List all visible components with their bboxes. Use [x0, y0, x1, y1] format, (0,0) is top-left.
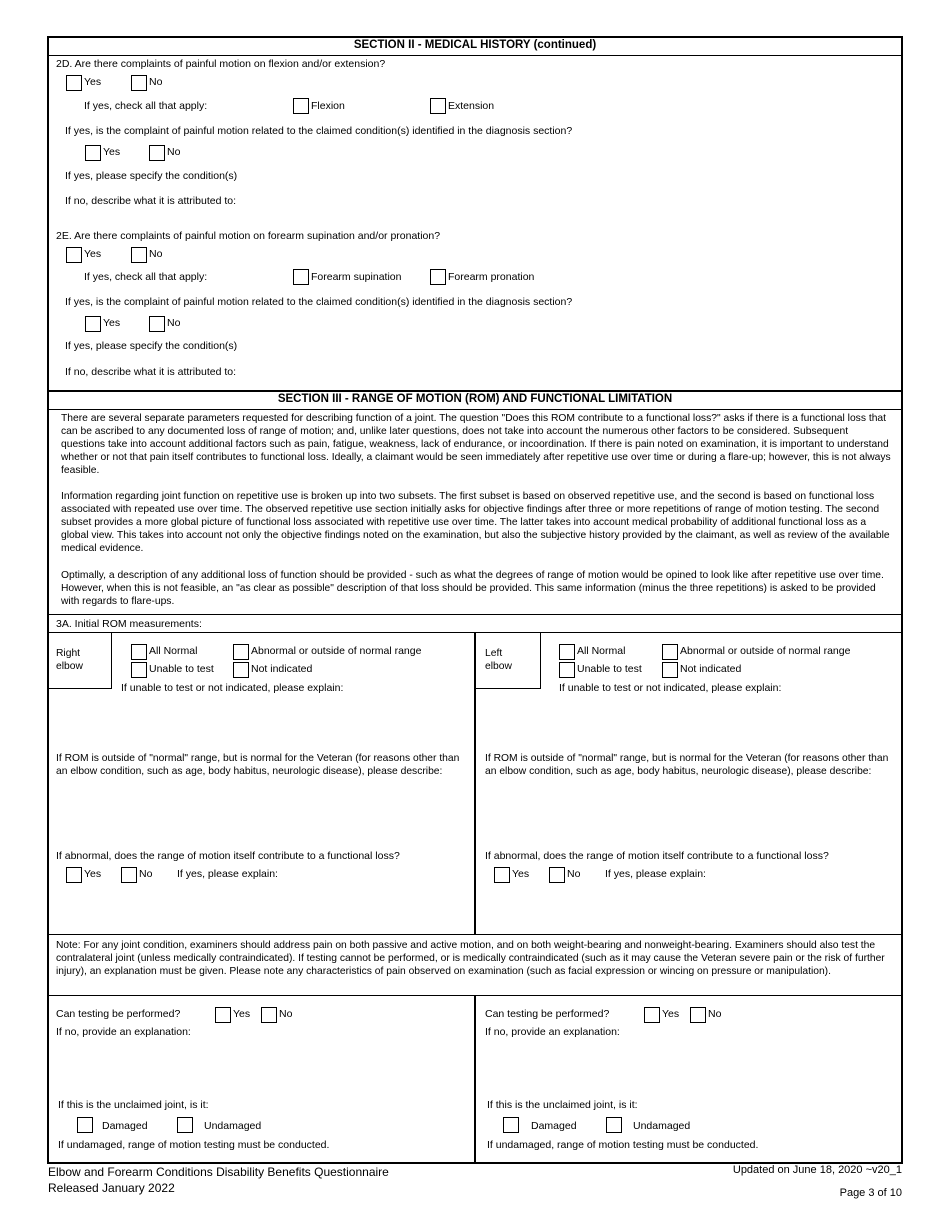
question-2d: 2D. Are there complaints of painful motion on flexion and/or extension?: [56, 58, 386, 70]
footer-form-title: Elbow and Forearm Conditions Disability Benefits Questionnaire: [48, 1165, 389, 1179]
footer-released: Released January 2022: [48, 1181, 175, 1195]
right-rom-outside-label: If ROM is outside of "normal" range, but is normal for the Veteran (for reasons other than an elbow condition, such as age, body habitus, neurologic disease), please describe:: [56, 753, 460, 777]
right-abnormal-checkbox[interactable]: [233, 644, 249, 660]
q2d-related-yes-label: Yes: [103, 146, 121, 158]
q2e-related-no-checkbox[interactable]: [149, 316, 165, 332]
q2d-flexion-checkbox[interactable]: [293, 98, 309, 114]
q2e-specify-label: If yes, please specify the condition(s): [65, 340, 238, 352]
right-all-normal-label: All Normal: [149, 645, 198, 657]
q2e-related-no-label: No: [167, 317, 181, 329]
column-divider: [474, 995, 476, 1163]
joint-box-right: [111, 632, 112, 689]
q2e-yes-label: Yes: [84, 248, 102, 260]
left-rom-outside-label: If ROM is outside of "normal" range, but is normal for the Veteran (for reasons other than an elbow condition, such as age, body habitus, neurologic disease), please describe:: [485, 753, 889, 777]
right-if-no-label: If no, provide an explanation:: [56, 1026, 191, 1038]
left-not-indicated-checkbox[interactable]: [662, 662, 678, 678]
q2e-no-label: No: [149, 248, 163, 260]
left-can-test-question: Can testing be performed?: [485, 1008, 610, 1020]
left-can-test-yes-label: Yes: [662, 1008, 680, 1020]
left-damaged-label: Damaged: [531, 1120, 577, 1132]
right-can-test-no-label: No: [279, 1008, 293, 1020]
q2e-related-question: If yes, is the complaint of painful motion related to the claimed condition(s) identified in the diagnosis section?: [65, 296, 573, 308]
footer-updated: Updated on June 18, 2020 ~v20_1: [732, 1164, 902, 1176]
left-can-test-no-checkbox[interactable]: [690, 1007, 706, 1023]
left-elbow-label: Left elbow: [485, 648, 512, 672]
divider: [48, 55, 902, 56]
right-elbow-label: Right elbow: [56, 648, 83, 672]
left-all-normal-label: All Normal: [577, 645, 626, 657]
left-abnormal-label: Abnormal or outside of normal range: [680, 645, 851, 657]
instructions-paragraph-2: Information regarding joint function on repetitive use is broken up into two subsets. The first subset is based on observed repetitive use, and the second is based on functional loss associated with repeated use over time. The observed repetitive use section initially asks for objective findings after three or more repetitions of range of motion testing. The second subset provides a more global picture of functional loss associated with repetitive use over time. The latter takes into account medical probability of additional functional loss as a global view. This takes into account not only the objective findings noted on the examination, but also the subjective history provided by the claimant, as well as review of the available medical evidence.: [61, 491, 890, 554]
right-can-test-yes-label: Yes: [233, 1008, 251, 1020]
left-func-no-checkbox[interactable]: [549, 867, 565, 883]
q2d-extension-checkbox[interactable]: [430, 98, 446, 114]
left-can-test-no-label: No: [708, 1008, 722, 1020]
left-func-loss-question: If abnormal, does the range of motion itself contribute to a functional loss?: [485, 850, 829, 862]
column-divider: [474, 632, 476, 935]
left-must-test-label: If undamaged, range of motion testing must be conducted.: [487, 1139, 759, 1151]
q2d-flexion-label: Flexion: [311, 100, 345, 112]
q2d-check-all-label: If yes, check all that apply:: [84, 100, 208, 112]
joint-box-right: [48, 688, 112, 689]
q2d-yes-label: Yes: [84, 76, 102, 88]
q2e-pronation-label: Forearm pronation: [448, 271, 535, 283]
right-not-indicated-checkbox[interactable]: [233, 662, 249, 678]
q2e-pronation-checkbox[interactable]: [430, 269, 446, 285]
right-undamaged-checkbox[interactable]: [177, 1117, 193, 1133]
right-damaged-checkbox[interactable]: [77, 1117, 93, 1133]
right-all-normal-checkbox[interactable]: [131, 644, 147, 660]
left-not-indicated-label: Not indicated: [680, 663, 742, 675]
question-2e: 2E. Are there complaints of painful motion on forearm supination and/or pronation?: [56, 230, 441, 242]
right-can-test-question: Can testing be performed?: [56, 1008, 181, 1020]
q2d-no-checkbox[interactable]: [131, 75, 147, 91]
right-must-test-label: If undamaged, range of motion testing must be conducted.: [58, 1139, 330, 1151]
right-unable-checkbox[interactable]: [131, 662, 147, 678]
q2e-check-all-label: If yes, check all that apply:: [84, 271, 208, 283]
section-3-header: SECTION III - RANGE OF MOTION (ROM) AND FUNCTIONAL LIMITATION: [277, 393, 673, 405]
instructions-paragraph-3: Optimally, a description of any additional loss of function should be provided - such as what the degrees of range of motion would be opined to look like after repetitive use over time. However, when this is not feasible, an "as clear as possible" description of that loss should be provided. This same information (minus the three repetitions) is asked to be provided with regards to flare-ups.: [61, 570, 884, 607]
q2e-supination-label: Forearm supination: [311, 271, 402, 283]
q2d-describe-label: If no, describe what it is attributed to:: [65, 195, 237, 207]
instructions-paragraph-1: There are several separate parameters requested for describing function of a joint. The question "Does this ROM contribute to a functional loss?" asks if there is a functional loss that can be ascribed to any documented loss of range of motion; and, unlike later questions, does not take into account the numerous other factors to be considered. Subsequent questions take into account additional factors such as pain, fatigue, weakness, lack of endurance, or incoordination. If there is pain noted on examination, it is important to understand whether or not that pain itself contributes to functional loss. Ideally, a claimant would be seen immediately after repetitive use over time or during a flare-up; however, this is not always feasible.: [61, 413, 891, 476]
section-2-header: SECTION II - MEDICAL HISTORY (continued): [353, 39, 597, 51]
left-can-test-yes-checkbox[interactable]: [644, 1007, 660, 1023]
left-unable-label: Unable to test: [577, 663, 642, 675]
right-not-indicated-label: Not indicated: [251, 663, 313, 675]
right-func-yes-checkbox[interactable]: [66, 867, 82, 883]
q2d-yes-checkbox[interactable]: [66, 75, 82, 91]
right-can-test-no-checkbox[interactable]: [261, 1007, 277, 1023]
q2d-related-no-checkbox[interactable]: [149, 145, 165, 161]
right-damaged-label: Damaged: [102, 1120, 148, 1132]
right-can-test-yes-checkbox[interactable]: [215, 1007, 231, 1023]
right-func-no-checkbox[interactable]: [121, 867, 137, 883]
question-3a: 3A. Initial ROM measurements:: [56, 618, 202, 630]
left-undamaged-label: Undamaged: [633, 1120, 691, 1132]
q2e-supination-checkbox[interactable]: [293, 269, 309, 285]
divider: [48, 934, 902, 935]
q2d-related-no-label: No: [167, 146, 181, 158]
left-func-yes-label: Yes: [512, 868, 530, 880]
joint-box-left: [476, 688, 541, 689]
q2e-describe-label: If no, describe what it is attributed to:: [65, 366, 237, 378]
right-func-no-label: No: [139, 868, 153, 880]
left-damaged-checkbox[interactable]: [503, 1117, 519, 1133]
left-undamaged-checkbox[interactable]: [606, 1117, 622, 1133]
right-unclaimed-label: If this is the unclaimed joint, is it:: [58, 1099, 209, 1111]
q2e-related-yes-label: Yes: [103, 317, 121, 329]
right-func-explain-label: If yes, please explain:: [177, 868, 278, 880]
left-func-no-label: No: [567, 868, 581, 880]
divider: [48, 614, 902, 615]
joint-box-left: [540, 632, 541, 689]
right-undamaged-label: Undamaged: [204, 1120, 262, 1132]
q2e-no-checkbox[interactable]: [131, 247, 147, 263]
q2e-yes-checkbox[interactable]: [66, 247, 82, 263]
q2d-specify-label: If yes, please specify the condition(s): [65, 170, 238, 182]
left-func-yes-checkbox[interactable]: [494, 867, 510, 883]
right-abnormal-label: Abnormal or outside of normal range: [251, 645, 422, 657]
pain-note: Note: For any joint condition, examiners should address pain on both passive and active motion, and on both weight-bearing and nonweight-bearing. Examiners should also test the contralateral joint (unless medically contraindicated). If testing cannot be performed, or is medically contraindicated (such as it may cause the Veteran severe pain or the risk of further injury), an explanation must be given. Please note any characteristics of pain observed on examination (such as facial expression or wincing on pressure or manipulation).: [56, 940, 885, 977]
right-func-yes-label: Yes: [84, 868, 102, 880]
left-if-no-label: If no, provide an explanation:: [485, 1026, 620, 1038]
q2e-related-yes-checkbox[interactable]: [85, 316, 101, 332]
q2d-no-label: No: [149, 76, 163, 88]
divider: [48, 409, 902, 410]
left-func-explain-label: If yes, please explain:: [605, 868, 706, 880]
footer-page-number: Page 3 of 10: [839, 1187, 902, 1199]
right-unable-label: Unable to test: [149, 663, 214, 675]
q2d-extension-label: Extension: [448, 100, 495, 112]
left-unclaimed-label: If this is the unclaimed joint, is it:: [487, 1099, 638, 1111]
left-unable-checkbox[interactable]: [559, 662, 575, 678]
left-explain-label: If unable to test or not indicated, please explain:: [559, 682, 782, 694]
left-abnormal-checkbox[interactable]: [662, 644, 678, 660]
right-func-loss-question: If abnormal, does the range of motion itself contribute to a functional loss?: [56, 850, 400, 862]
q2d-related-yes-checkbox[interactable]: [85, 145, 101, 161]
q2d-related-question: If yes, is the complaint of painful motion related to the claimed condition(s) identified in the diagnosis section?: [65, 125, 573, 137]
left-all-normal-checkbox[interactable]: [559, 644, 575, 660]
right-explain-label: If unable to test or not indicated, please explain:: [121, 682, 344, 694]
